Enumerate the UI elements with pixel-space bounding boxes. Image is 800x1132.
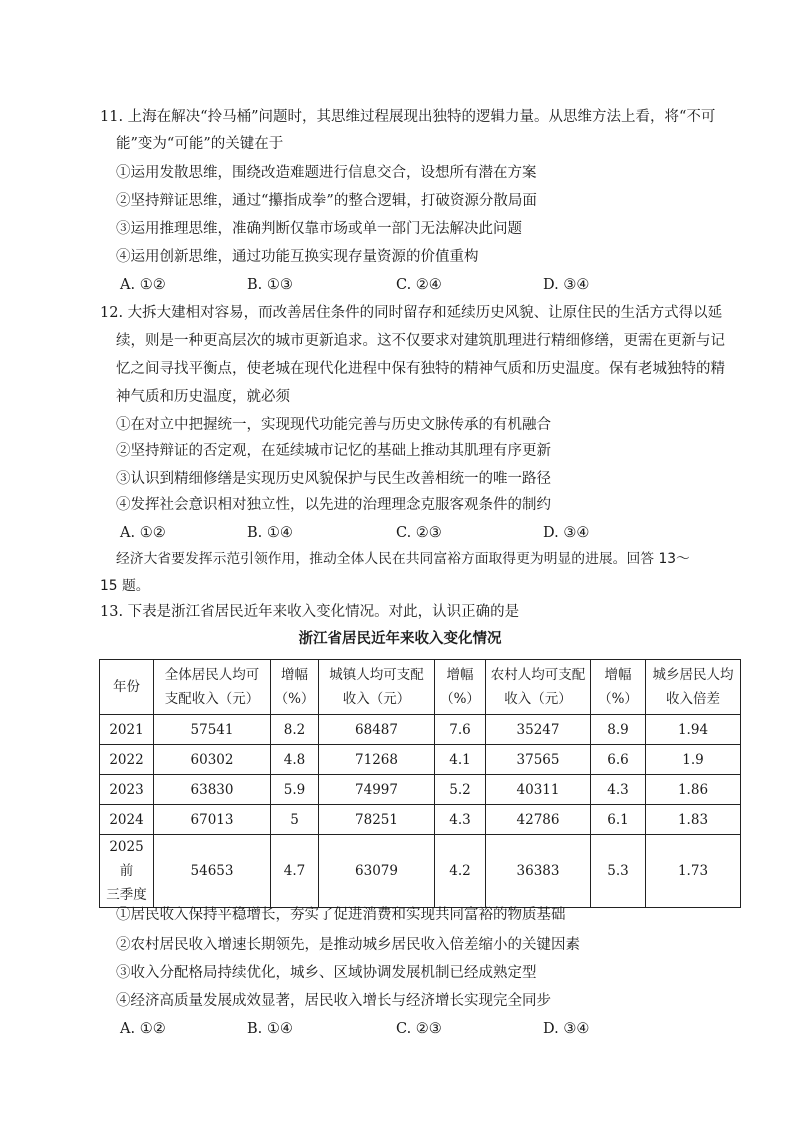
cell-ratio: 1.73 [646, 835, 741, 908]
cell-ratio: 1.94 [646, 715, 741, 745]
q12-item-1: ①在对立中把握统一，实现现代功能完善与历史文脉传承的有机融合 [116, 417, 551, 433]
cell-urban-growth: 4.2 [435, 835, 486, 908]
table-title: 浙江省居民近年来收入变化情况 [298, 630, 502, 647]
cell-ratio: 1.9 [646, 745, 741, 775]
q12-option-b: B. ①④ [247, 525, 293, 541]
cell-urban-growth: 7.6 [435, 715, 486, 745]
cell-ratio: 1.83 [646, 805, 741, 835]
q11-option-d: D. ③④ [543, 277, 590, 293]
cell-urban-growth: 5.2 [435, 775, 486, 805]
q12-option-c: C. ②③ [396, 525, 442, 541]
q11-option-c: C. ②④ [396, 277, 442, 293]
header-rural-income: 农村人均可支配 收入（元） [486, 660, 591, 715]
q11-item-3: ③运用推理思维，准确判断仅靠市场或单一部门无法解决此问题 [116, 221, 522, 237]
q12-stem-line1: 12. 大拆大建相对容易，而改善居住条件的同时留存和延续历史风貌、让原住民的生活方式得以延 [100, 305, 723, 321]
header-rural-growth: 增幅 （%） [591, 660, 646, 715]
q13-item-3: ③收入分配格局持续优化，城乡、区域协调发展机制已经成熟定型 [116, 965, 537, 981]
q12-item-4: ④发挥社会意识相对独立性，以先进的治理理念克服客观条件的制约 [116, 497, 551, 513]
cell-rural-income: 37565 [486, 745, 591, 775]
q12-stem-line4: 神气质和历史温度，就必须 [116, 389, 290, 405]
q12-option-a: A. ①② [120, 525, 166, 541]
cell-all-growth: 8.2 [271, 715, 319, 745]
cell-year: 2021 [100, 715, 154, 745]
cell-all-income: 57541 [154, 715, 271, 745]
cell-urban-income: 74997 [319, 775, 435, 805]
cell-rural-growth: 6.6 [591, 745, 646, 775]
cell-year: 2024 [100, 805, 154, 835]
cell-rural-income: 35247 [486, 715, 591, 745]
cell-year: 2022 [100, 745, 154, 775]
material-intro-line2: 15 题。 [100, 578, 150, 594]
header-ratio: 城乡居民人均 收入倍差 [646, 660, 741, 715]
table-row [100, 715, 741, 745]
cell-all-growth: 5 [271, 805, 319, 835]
cell-rural-growth: 5.3 [591, 835, 646, 908]
material-intro-line1: 经济大省要发挥示范引领作用，推动全体人民在共同富裕方面取得更为明显的进展。回答 13～ [116, 551, 690, 567]
cell-rural-growth: 6.1 [591, 805, 646, 835]
cell-rural-income: 36383 [486, 835, 591, 908]
table-row [100, 775, 741, 805]
q11-option-b: B. ①③ [247, 277, 293, 293]
header-urban-growth: 增幅 （%） [435, 660, 486, 715]
cell-rural-growth: 8.9 [591, 715, 646, 745]
table-row [100, 745, 741, 775]
cell-all-income: 60302 [154, 745, 271, 775]
q12-stem-line2: 续，则是一种更高层次的城市更新追求。这不仅要求对建筑肌理进行精细修缮，更需在更新与记 [116, 333, 725, 349]
q13-option-c: C. ②③ [396, 1021, 442, 1037]
q13-item-1: ①居民收入保持平稳增长，夯实了促进消费和实现共同富裕的物质基础 [116, 907, 566, 923]
q11-option-a: A. ①② [120, 277, 166, 293]
cell-all-growth: 5.9 [271, 775, 319, 805]
cell-all-income: 67013 [154, 805, 271, 835]
q11-item-4: ④运用创新思维，通过功能互换实现存量资源的价值重构 [116, 249, 479, 265]
table-row [100, 835, 741, 908]
cell-all-growth: 4.8 [271, 745, 319, 775]
q13-stem: 13. 下表是浙江省居民近年来收入变化情况。对此，认识正确的是 [100, 604, 520, 620]
cell-all-income: 54653 [154, 835, 271, 908]
cell-all-growth: 4.7 [271, 835, 319, 908]
cell-urban-growth: 4.3 [435, 805, 486, 835]
cell-year: 2025 前 三季度 [100, 835, 154, 908]
header-year: 年份 [100, 660, 154, 715]
header-urban-income: 城镇人均可支配 收入（元） [319, 660, 435, 715]
cell-ratio: 1.86 [646, 775, 741, 805]
table-header-row [100, 660, 741, 715]
q12-item-2: ②坚持辩证的否定观，在延续城市记忆的基础上推动其肌理有序更新 [116, 443, 551, 459]
q11-item-1: ①运用发散思维，围绕改造难题进行信息交合，设想所有潜在方案 [116, 165, 537, 181]
header-all-income: 全体居民人均可 支配收入（元） [154, 660, 271, 715]
q13-option-a: A. ①② [120, 1021, 166, 1037]
cell-rural-growth: 4.3 [591, 775, 646, 805]
cell-year: 2023 [100, 775, 154, 805]
cell-urban-income: 78251 [319, 805, 435, 835]
q11-stem-line1: 11. 上海在解决“拎马桶”问题时，其思维过程展现出独特的逻辑力量。从思维方法上看，将“不可 [100, 109, 716, 125]
q11-stem-line2: 能”变为“可能”的关键在于 [116, 136, 284, 152]
q12-option-d: D. ③④ [543, 525, 590, 541]
q13-option-b: B. ①④ [247, 1021, 293, 1037]
q11-item-2: ②坚持辩证思维，通过“攥指成拳”的整合逻辑，打破资源分散局面 [116, 193, 537, 209]
cell-rural-income: 42786 [486, 805, 591, 835]
q13-option-d: D. ③④ [543, 1021, 590, 1037]
q13-item-2: ②农村居民收入增速长期领先，是推动城乡居民收入倍差缩小的关键因素 [116, 937, 580, 953]
cell-urban-income: 68487 [319, 715, 435, 745]
income-table [99, 659, 741, 908]
q12-item-3: ③认识到精细修缮是实现历史风貌保护与民生改善相统一的唯一路径 [116, 471, 551, 487]
q13-item-4: ④经济高质量发展成效显著，居民收入增长与经济增长实现完全同步 [116, 993, 551, 1009]
cell-urban-growth: 4.1 [435, 745, 486, 775]
cell-urban-income: 63079 [319, 835, 435, 908]
cell-rural-income: 40311 [486, 775, 591, 805]
q12-stem-line3: 忆之间寻找平衡点，使老城在现代化进程中保有独特的精神气质和历史温度。保有老城独特的精 [116, 361, 725, 377]
table-row [100, 805, 741, 835]
header-all-growth: 增幅 （%） [271, 660, 319, 715]
cell-urban-income: 71268 [319, 745, 435, 775]
cell-all-income: 63830 [154, 775, 271, 805]
